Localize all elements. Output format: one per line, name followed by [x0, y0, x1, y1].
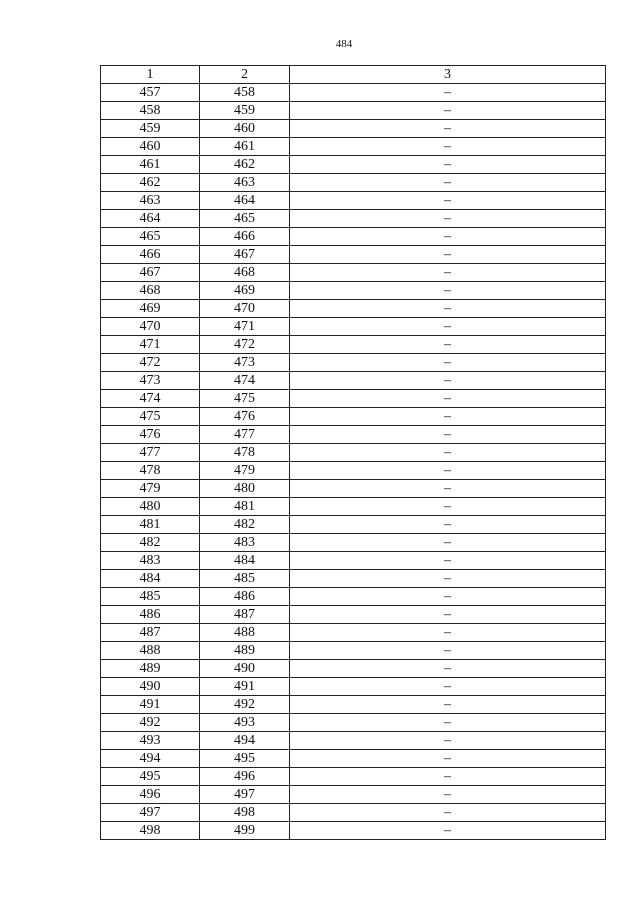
table-cell-col-1: 477	[101, 444, 200, 462]
table-cell-col-1: 472	[101, 354, 200, 372]
table-cell-col-2: 484	[200, 552, 290, 570]
data-table	[100, 65, 606, 840]
table-row	[101, 480, 606, 498]
table-cell-col-2: 463	[200, 174, 290, 192]
table-cell-col-3: –	[290, 750, 606, 768]
table-cell-col-2: 498	[200, 804, 290, 822]
table-cell-col-1: 493	[101, 732, 200, 750]
table-cell-col-3: –	[290, 642, 606, 660]
table-row	[101, 606, 606, 624]
table-cell-col-3: –	[290, 282, 606, 300]
table-row	[101, 498, 606, 516]
table-cell-col-2: 483	[200, 534, 290, 552]
table-row	[101, 750, 606, 768]
table-row	[101, 318, 606, 336]
table-cell-col-1: 476	[101, 426, 200, 444]
table-row	[101, 156, 606, 174]
table-row	[101, 102, 606, 120]
table-row	[101, 804, 606, 822]
table-row	[101, 192, 606, 210]
table-cell-col-3: –	[290, 714, 606, 732]
table-cell-col-3: –	[290, 300, 606, 318]
table-cell-col-3: –	[290, 156, 606, 174]
table-cell-col-2: 499	[200, 822, 290, 840]
table-row	[101, 678, 606, 696]
table-cell-col-3: –	[290, 408, 606, 426]
column-header-3: 3	[290, 66, 606, 84]
table-row	[101, 354, 606, 372]
table-cell-col-1: 458	[101, 102, 200, 120]
table-cell-col-1: 461	[101, 156, 200, 174]
table-cell-col-3: –	[290, 120, 606, 138]
table-cell-col-3: –	[290, 444, 606, 462]
table-cell-col-1: 469	[101, 300, 200, 318]
table-row	[101, 246, 606, 264]
table-cell-col-1: 470	[101, 318, 200, 336]
table-cell-col-2: 493	[200, 714, 290, 732]
table-cell-col-3: –	[290, 318, 606, 336]
table-cell-col-2: 480	[200, 480, 290, 498]
table-row	[101, 552, 606, 570]
table-cell-col-2: 462	[200, 156, 290, 174]
table-cell-col-2: 486	[200, 588, 290, 606]
table-row	[101, 516, 606, 534]
column-header-1: 1	[101, 66, 200, 84]
table-cell-col-1: 491	[101, 696, 200, 714]
table-cell-col-2: 468	[200, 264, 290, 282]
table-cell-col-2: 476	[200, 408, 290, 426]
table-cell-col-1: 482	[101, 534, 200, 552]
table-cell-col-3: –	[290, 606, 606, 624]
table-row	[101, 768, 606, 786]
table-cell-col-2: 469	[200, 282, 290, 300]
table-cell-col-1: 478	[101, 462, 200, 480]
table-row	[101, 822, 606, 840]
table-row	[101, 588, 606, 606]
table-cell-col-3: –	[290, 390, 606, 408]
table-cell-col-2: 495	[200, 750, 290, 768]
table-cell-col-3: –	[290, 264, 606, 282]
table-cell-col-2: 473	[200, 354, 290, 372]
table-row	[101, 300, 606, 318]
table-cell-col-3: –	[290, 822, 606, 840]
table-row	[101, 462, 606, 480]
table-cell-col-3: –	[290, 678, 606, 696]
table-cell-col-3: –	[290, 84, 606, 102]
table-row	[101, 372, 606, 390]
table-row	[101, 624, 606, 642]
table-cell-col-1: 494	[101, 750, 200, 768]
table-row	[101, 444, 606, 462]
table-row	[101, 570, 606, 588]
table-header	[101, 66, 606, 84]
table-cell-col-3: –	[290, 786, 606, 804]
header-row	[101, 66, 606, 84]
table-cell-col-1: 471	[101, 336, 200, 354]
table-cell-col-1: 495	[101, 768, 200, 786]
table-cell-col-3: –	[290, 174, 606, 192]
table-cell-col-1: 496	[101, 786, 200, 804]
table-cell-col-3: –	[290, 102, 606, 120]
table-row	[101, 642, 606, 660]
table-cell-col-1: 459	[101, 120, 200, 138]
table-cell-col-2: 485	[200, 570, 290, 588]
table-cell-col-3: –	[290, 372, 606, 390]
table-row	[101, 120, 606, 138]
table-cell-col-1: 483	[101, 552, 200, 570]
table-row	[101, 660, 606, 678]
table-cell-col-1: 462	[101, 174, 200, 192]
table-cell-col-1: 468	[101, 282, 200, 300]
table-cell-col-2: 466	[200, 228, 290, 246]
table-cell-col-2: 477	[200, 426, 290, 444]
table-row	[101, 696, 606, 714]
table-cell-col-3: –	[290, 354, 606, 372]
table-cell-col-1: 484	[101, 570, 200, 588]
table-cell-col-1: 463	[101, 192, 200, 210]
table-cell-col-3: –	[290, 516, 606, 534]
table-cell-col-2: 459	[200, 102, 290, 120]
table-cell-col-2: 490	[200, 660, 290, 678]
table-cell-col-3: –	[290, 804, 606, 822]
table-row	[101, 84, 606, 102]
table-row	[101, 408, 606, 426]
table-cell-col-3: –	[290, 534, 606, 552]
table-cell-col-2: 487	[200, 606, 290, 624]
table-row	[101, 534, 606, 552]
table-row	[101, 732, 606, 750]
table-row	[101, 426, 606, 444]
table-row	[101, 282, 606, 300]
table-cell-col-2: 482	[200, 516, 290, 534]
table-cell-col-1: 475	[101, 408, 200, 426]
table-cell-col-1: 490	[101, 678, 200, 696]
table-cell-col-2: 497	[200, 786, 290, 804]
table-row	[101, 174, 606, 192]
table-cell-col-2: 481	[200, 498, 290, 516]
table-cell-col-2: 488	[200, 624, 290, 642]
table-cell-col-2: 460	[200, 120, 290, 138]
table-row	[101, 138, 606, 156]
table-cell-col-2: 478	[200, 444, 290, 462]
table-cell-col-3: –	[290, 768, 606, 786]
table-cell-col-2: 474	[200, 372, 290, 390]
table-cell-col-1: 473	[101, 372, 200, 390]
table-cell-col-1: 465	[101, 228, 200, 246]
table-cell-col-2: 475	[200, 390, 290, 408]
table-cell-col-2: 479	[200, 462, 290, 480]
table-cell-col-2: 489	[200, 642, 290, 660]
table-cell-col-1: 464	[101, 210, 200, 228]
table-cell-col-1: 488	[101, 642, 200, 660]
page-number: 484	[335, 38, 353, 50]
table-cell-col-3: –	[290, 336, 606, 354]
column-header-2: 2	[200, 66, 290, 84]
table-cell-col-1: 474	[101, 390, 200, 408]
table-row	[101, 228, 606, 246]
table-cell-col-1: 480	[101, 498, 200, 516]
table-cell-col-2: 472	[200, 336, 290, 354]
table-cell-col-3: –	[290, 696, 606, 714]
table-cell-col-1: 487	[101, 624, 200, 642]
table-cell-col-1: 485	[101, 588, 200, 606]
table-cell-col-2: 471	[200, 318, 290, 336]
table-cell-col-3: –	[290, 480, 606, 498]
table-cell-col-3: –	[290, 462, 606, 480]
table-cell-col-1: 466	[101, 246, 200, 264]
table-row	[101, 390, 606, 408]
table-body	[101, 84, 606, 840]
table-cell-col-3: –	[290, 732, 606, 750]
table-cell-col-2: 461	[200, 138, 290, 156]
table-cell-col-3: –	[290, 138, 606, 156]
table-cell-col-1: 479	[101, 480, 200, 498]
table-cell-col-1: 486	[101, 606, 200, 624]
table-row	[101, 210, 606, 228]
table-cell-col-3: –	[290, 426, 606, 444]
table-cell-col-3: –	[290, 624, 606, 642]
table-cell-col-2: 492	[200, 696, 290, 714]
table-cell-col-2: 458	[200, 84, 290, 102]
table-cell-col-1: 481	[101, 516, 200, 534]
table-cell-col-2: 465	[200, 210, 290, 228]
table-cell-col-2: 470	[200, 300, 290, 318]
table-cell-col-3: –	[290, 588, 606, 606]
table-cell-col-3: –	[290, 192, 606, 210]
table-cell-col-1: 457	[101, 84, 200, 102]
table-cell-col-1: 492	[101, 714, 200, 732]
table-row	[101, 264, 606, 282]
table-cell-col-3: –	[290, 552, 606, 570]
table-cell-col-3: –	[290, 210, 606, 228]
table-row	[101, 714, 606, 732]
table-cell-col-2: 496	[200, 768, 290, 786]
table-cell-col-1: 460	[101, 138, 200, 156]
table-row	[101, 336, 606, 354]
table-cell-col-2: 467	[200, 246, 290, 264]
table-cell-col-1: 497	[101, 804, 200, 822]
table-cell-col-2: 491	[200, 678, 290, 696]
table-cell-col-1: 489	[101, 660, 200, 678]
table-cell-col-1: 467	[101, 264, 200, 282]
table-cell-col-2: 494	[200, 732, 290, 750]
table-cell-col-3: –	[290, 570, 606, 588]
table-cell-col-3: –	[290, 246, 606, 264]
table-row	[101, 786, 606, 804]
table-cell-col-2: 464	[200, 192, 290, 210]
table-cell-col-3: –	[290, 498, 606, 516]
table-cell-col-3: –	[290, 660, 606, 678]
table-cell-col-3: –	[290, 228, 606, 246]
table-cell-col-1: 498	[101, 822, 200, 840]
